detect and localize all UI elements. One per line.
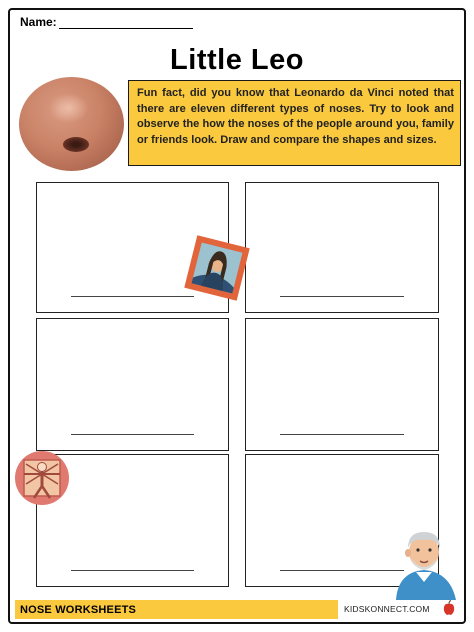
drawing-panel-4[interactable] — [245, 318, 439, 451]
answer-line[interactable] — [280, 296, 404, 297]
fun-fact-box: Fun fact, did you know that Leonardo da Vinci noted that there are eleven different types of noses. Try to look and observe the how the noses of the people around you, family or friends look. Draw and compare the shapes and sizes. — [128, 80, 461, 166]
drawing-panel-3[interactable] — [36, 318, 229, 451]
name-field[interactable] — [20, 15, 193, 29]
doctor-icon — [386, 520, 462, 600]
apple-icon — [441, 600, 457, 616]
answer-line[interactable] — [71, 296, 194, 297]
vitruvian-man-icon — [14, 450, 70, 506]
footer-brand: KIDSKONNECT.COM — [344, 604, 430, 614]
answer-line[interactable] — [280, 434, 404, 435]
name-label: Name: — [20, 15, 57, 29]
name-line[interactable] — [59, 17, 193, 29]
drawing-panel-2[interactable] — [245, 182, 439, 313]
answer-line[interactable] — [71, 434, 194, 435]
worksheet-title: Little Leo — [170, 44, 304, 76]
answer-line[interactable] — [71, 570, 194, 571]
nose-photo — [19, 77, 124, 171]
footer-title: NOSE WORKSHEETS — [15, 600, 338, 619]
